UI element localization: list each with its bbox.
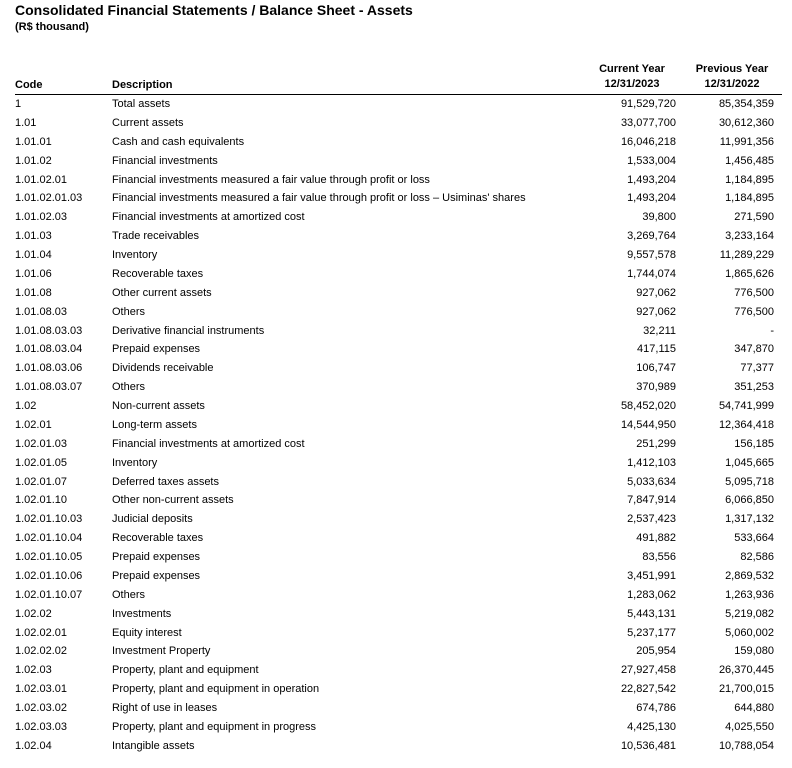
table-row (0, 699, 792, 718)
column-header-current-year-date: 12/31/2023 (604, 78, 660, 90)
column-header-current-year (582, 62, 682, 92)
table-row (0, 303, 792, 322)
row-current-year-value: 106,747 (636, 362, 676, 375)
table-row (0, 642, 792, 661)
row-code: 1.02.01.07 (15, 475, 67, 488)
table-row (0, 605, 792, 624)
row-previous-year-value: 533,664 (734, 532, 774, 545)
row-current-year-value: 14,544,950 (620, 418, 676, 431)
row-description: Prepaid expenses (112, 569, 201, 582)
table-row (0, 529, 792, 548)
table-row (0, 397, 792, 416)
row-code: 1.02.01.10.05 (15, 551, 83, 563)
row-current-year-value: 927,062 (636, 286, 676, 299)
row-description: Inventory (112, 249, 158, 261)
table-row (0, 152, 792, 171)
row-description: Non-current assets (112, 400, 205, 412)
table-row (0, 189, 792, 208)
row-previous-year-value: 30,612,360 (718, 116, 774, 129)
row-description: Investment Property (112, 645, 211, 658)
row-code: 1.02.01.10.06 (15, 569, 83, 582)
table-row (0, 416, 792, 435)
row-current-year-value: 491,882 (636, 532, 676, 545)
row-code: 1 (15, 98, 22, 110)
row-previous-year-value: 2,869,532 (725, 569, 774, 582)
row-previous-year-value: 5,095,718 (725, 475, 774, 488)
row-current-year-value: 22,827,542 (620, 683, 676, 696)
row-description: Current assets (112, 116, 184, 129)
table-row (0, 95, 792, 114)
table-row (0, 737, 792, 756)
row-code: 1.01.02.03 (15, 211, 67, 224)
row-current-year-value: 1,493,204 (627, 192, 676, 205)
row-current-year-value: 10,536,481 (620, 739, 676, 752)
row-code: 1.01.08.03 (15, 305, 67, 318)
row-current-year-value: 251,299 (636, 437, 676, 450)
row-current-year-value: 5,033,634 (627, 475, 676, 488)
row-code: 1.01.06 (15, 267, 52, 280)
row-code: 1.02.01.10.07 (15, 588, 83, 601)
row-code: 1.01.02.01.03 (15, 192, 83, 205)
row-code: 1.01 (15, 116, 37, 129)
row-previous-year-value: 776,500 (734, 305, 774, 318)
row-current-year-value: 1,283,062 (627, 588, 676, 601)
row-description: Recoverable taxes (112, 532, 204, 545)
column-header-code: Code (15, 79, 43, 91)
table-row (0, 718, 792, 737)
row-previous-year-value: 82,586 (740, 551, 774, 563)
row-previous-year-value: 4,025,550 (725, 720, 774, 733)
table-row (0, 340, 792, 359)
row-current-year-value: 674,786 (636, 702, 676, 714)
row-previous-year-value: 159,080 (734, 645, 774, 658)
row-description: Others (112, 381, 146, 394)
row-description: Trade receivables (112, 230, 200, 243)
row-code: 1.02.03.03 (15, 720, 67, 733)
row-current-year-value: 1,493,204 (627, 173, 676, 186)
row-current-year-value: 370,989 (636, 381, 676, 394)
row-code: 1.02.01.10 (15, 494, 67, 507)
row-previous-year-value: 10,788,054 (718, 739, 774, 752)
row-code: 1.02.01 (15, 418, 52, 431)
table-row (0, 548, 792, 567)
table-row (0, 680, 792, 699)
row-current-year-value: 58,452,020 (620, 400, 676, 412)
table-row (0, 246, 792, 265)
table-row (0, 473, 792, 492)
row-previous-year-value: 1,184,895 (725, 192, 774, 205)
row-previous-year-value: 12,364,418 (718, 418, 774, 431)
row-previous-year-value: 6,066,850 (725, 494, 774, 507)
row-description: Inventory (112, 456, 158, 469)
row-description: Others (112, 588, 146, 601)
row-code: 1.01.02.01 (15, 173, 67, 186)
row-previous-year-value: 1,456,485 (725, 154, 774, 167)
row-code: 1.02.01.03 (15, 437, 67, 450)
row-previous-year-value: 271,590 (734, 211, 774, 224)
row-description: Financial investments at amortized cost (112, 211, 305, 224)
row-current-year-value: 32,211 (643, 324, 676, 337)
table-row (0, 510, 792, 529)
table-row (0, 208, 792, 227)
row-code: 1.02 (15, 400, 37, 412)
row-code: 1.01.04 (15, 249, 52, 261)
column-header-previous-year-date: 12/31/2022 (704, 78, 760, 90)
row-description: Property, plant and equipment (112, 664, 259, 677)
row-current-year-value: 4,425,130 (627, 720, 676, 733)
row-description: Others (112, 305, 146, 318)
row-description: Other current assets (112, 286, 212, 299)
row-description: Intangible assets (112, 739, 195, 752)
row-code: 1.01.08.03.07 (15, 381, 83, 394)
row-code: 1.01.08.03.06 (15, 362, 83, 375)
row-previous-year-value: 77,377 (740, 362, 774, 375)
table-row (0, 378, 792, 397)
table-row (0, 567, 792, 586)
table-row (0, 359, 792, 378)
row-code: 1.02.01.05 (15, 456, 67, 469)
row-description: Judicial deposits (112, 513, 193, 526)
table-row (0, 284, 792, 303)
table-row (0, 171, 792, 190)
row-current-year-value: 7,847,914 (627, 494, 676, 507)
table-row (0, 661, 792, 680)
row-previous-year-value: 26,370,445 (718, 664, 774, 677)
row-code: 1.01.03 (15, 230, 52, 243)
row-current-year-value: 205,954 (636, 645, 676, 658)
row-previous-year-value: 3,233,164 (725, 230, 774, 243)
row-description: Financial investments (112, 154, 218, 167)
row-code: 1.02.01.10.03 (15, 513, 83, 526)
row-previous-year-value: 347,870 (734, 343, 774, 356)
row-description: Long-term assets (112, 418, 197, 431)
row-current-year-value: 1,412,103 (627, 456, 676, 469)
row-description: Equity interest (112, 626, 182, 639)
table-row (0, 454, 792, 473)
page-subtitle: (R$ thousand) (15, 21, 89, 33)
row-code: 1.02.03.02 (15, 702, 67, 714)
row-previous-year-value: 54,741,999 (718, 400, 774, 412)
row-code: 1.01.08 (15, 286, 52, 299)
row-previous-year-value: 1,045,665 (725, 456, 774, 469)
row-current-year-value: 39,800 (642, 211, 676, 224)
row-description: Investments (112, 607, 172, 620)
row-previous-year-value: 1,317,132 (725, 513, 774, 526)
table-row (0, 322, 792, 341)
row-description: Dividends receivable (112, 362, 214, 375)
row-current-year-value: 16,046,218 (620, 135, 676, 148)
balance-sheet-table (0, 95, 792, 756)
table-row (0, 491, 792, 510)
row-description: Property, plant and equipment in progress (112, 720, 317, 733)
page-title: Consolidated Financial Statements / Balance Sheet - Assets (15, 2, 413, 18)
row-description: Financial investments measured a fair value through profit or loss – Usiminas' shares (112, 192, 526, 205)
column-header-previous-year (682, 62, 782, 92)
row-previous-year-value: 5,060,002 (725, 626, 774, 639)
row-current-year-value: 5,443,131 (627, 607, 676, 620)
row-previous-year-value: 21,700,015 (718, 683, 774, 696)
row-description: Total assets (112, 98, 171, 110)
row-description: Financial investments measured a fair value through profit or loss (112, 173, 430, 186)
row-description: Deferred taxes assets (112, 475, 219, 488)
row-current-year-value: 3,451,991 (627, 569, 676, 582)
row-previous-year-value: 644,880 (734, 702, 774, 714)
table-row (0, 624, 792, 643)
column-header-current-year-label: Current Year (599, 63, 665, 75)
row-current-year-value: 9,557,578 (627, 249, 676, 261)
row-previous-year-value: 1,184,895 (725, 173, 774, 186)
row-current-year-value: 5,237,177 (627, 626, 676, 639)
row-current-year-value: 927,062 (636, 305, 676, 318)
row-description: Cash and cash equivalents (112, 135, 245, 148)
row-code: 1.02.03 (15, 664, 52, 677)
row-code: 1.01.02 (15, 154, 52, 167)
row-description: Prepaid expenses (112, 551, 201, 563)
row-code: 1.02.04 (15, 739, 52, 752)
row-code: 1.01.08.03.04 (15, 343, 83, 356)
row-code: 1.02.02.02 (15, 645, 67, 658)
row-current-year-value: 83,556 (642, 551, 676, 563)
table-row (0, 265, 792, 284)
row-description: Other non-current assets (112, 494, 234, 507)
table-row (0, 227, 792, 246)
row-description: Recoverable taxes (112, 267, 204, 280)
row-previous-year-value: - (770, 324, 774, 337)
row-current-year-value: 1,533,004 (627, 154, 676, 167)
row-previous-year-value: 776,500 (734, 286, 774, 299)
row-code: 1.01.01 (15, 135, 52, 148)
column-header-description: Description (112, 79, 173, 91)
row-previous-year-value: 11,991,356 (719, 135, 774, 148)
table-row (0, 133, 792, 152)
row-current-year-value: 1,744,074 (627, 267, 676, 280)
row-description: Prepaid expenses (112, 343, 201, 356)
table-row (0, 586, 792, 605)
row-description: Right of use in leases (112, 702, 218, 714)
row-code: 1.02.02 (15, 607, 52, 620)
row-description: Financial investments at amortized cost (112, 437, 305, 450)
row-description: Derivative financial instruments (112, 324, 265, 337)
row-description: Property, plant and equipment in operation (112, 683, 320, 696)
row-previous-year-value: 351,253 (734, 381, 774, 394)
row-current-year-value: 3,269,764 (627, 230, 676, 243)
row-previous-year-value: 11,289,229 (719, 249, 774, 261)
column-header-previous-year-label: Previous Year (695, 63, 769, 75)
row-previous-year-value: 5,219,082 (725, 607, 774, 620)
row-previous-year-value: 1,263,936 (725, 588, 774, 601)
row-previous-year-value: 85,354,359 (718, 98, 774, 110)
row-current-year-value: 417,115 (637, 343, 676, 356)
table-row (0, 435, 792, 454)
row-code: 1.02.02.01 (15, 626, 67, 639)
row-current-year-value: 27,927,458 (620, 664, 676, 677)
row-code: 1.01.08.03.03 (15, 324, 83, 337)
row-current-year-value: 91,529,720 (620, 98, 676, 110)
row-code: 1.02.01.10.04 (15, 532, 83, 545)
row-code: 1.02.03.01 (15, 683, 67, 696)
table-row (0, 114, 792, 133)
row-previous-year-value: 1,865,626 (725, 267, 774, 280)
row-previous-year-value: 156,185 (734, 437, 774, 450)
row-current-year-value: 33,077,700 (620, 116, 676, 129)
row-current-year-value: 2,537,423 (627, 513, 676, 526)
